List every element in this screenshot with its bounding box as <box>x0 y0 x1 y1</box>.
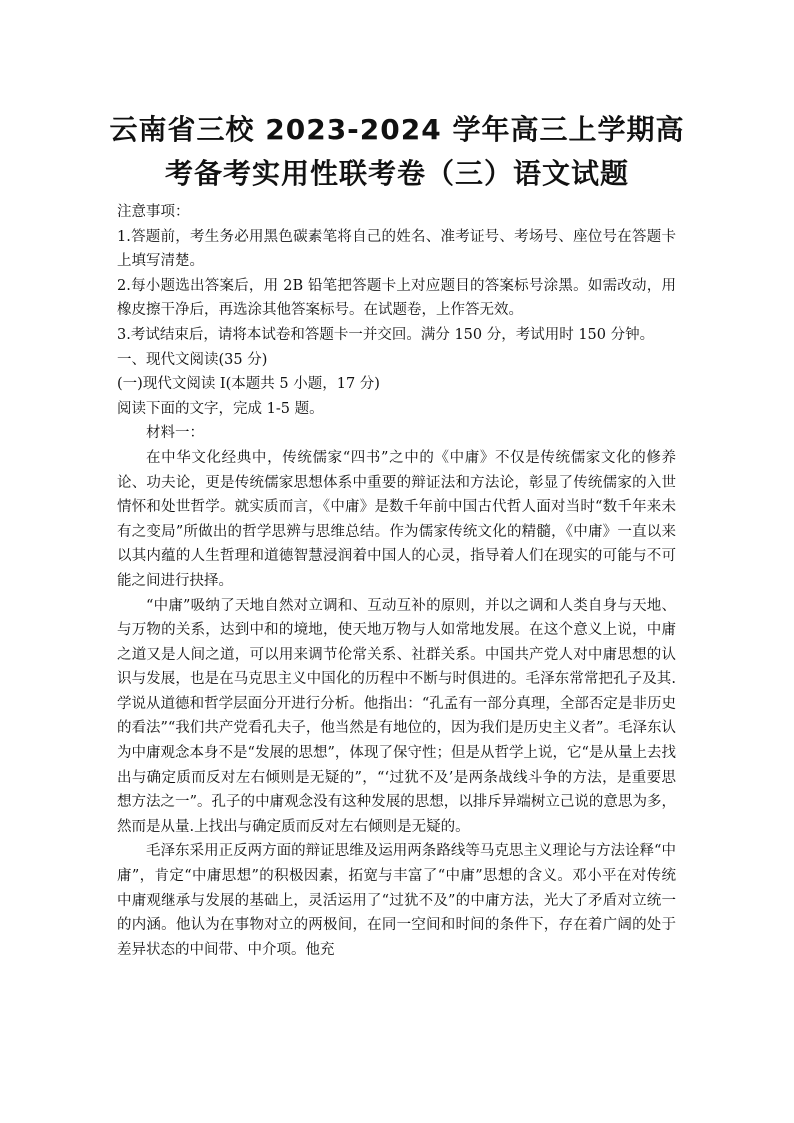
page-title <box>100 108 694 196</box>
paragraph-2: “中庸”吸纳了天地自然对立调和、互动互补的原则，并以之调和人类自身与天地、与万物的关系，达到中和的境地，使天地万物与人如常地发展。在这个意义上说，中庸之道又是人间之道，可以用来调节伦常关系、社群关系。中国共产党人对中庸思想的认识与发展，也是在马克思主义中国化的历程中不断与时俱进的。毛泽东常常把孔子及其.学说从道德和哲学层面分开进行分析。他指出：“孔孟有一部分真理，全部否定是非历史的看法”“我们共产党看孔夫子，他当然是有地位的，因为我们是历史主义者”。毛泽东认为中庸观念本身不是“发展的思想”，体现了保守性；但是从哲学上说，它“是从量上去找出与确定质而反对左右倾则是无疑的”，“‘过犹不及’是两条战线斗争的方法，是重要思想方法之一”。孔子的中庸观念没有这种发展的思想，以排斥异端树立己说的意思为多，然而是从量.上找出与确定质而反对左右倾则是无疑的。 <box>117 597 676 835</box>
notice-item-3: 3.考试结束后，请将本试卷和答题卡一并交回。满分 150 分，考试用时 150 分钟。 <box>117 326 655 343</box>
material-label: 材料一： <box>146 425 204 442</box>
notice-item-2: 2.每小题选出答案后，用 2B 铅笔把答题卡上对应题目的答案标号涂黑。如需改动，用橡皮擦干净后，再选涂其他答案标号。在试题卷，上作答无效。 <box>117 277 676 319</box>
notice-item-1: 1.答题前，考生务必用黑色碳素笔将自己的姓名、准考证号、考场号、座位号在答题卡上填写清楚。 <box>117 228 676 270</box>
paragraph-1: 在中华文化经典中，传统儒家“四书”之中的《中庸》不仅是传统儒家文化的修养论、功夫论，更是传统儒家思想体系中重要的辩证法和方法论，彰显了传统儒家的入世情怀和处世哲学。就实质而言，《中庸》是数千年前中国古代哲人面对当时“数千年来未有之变局”所做出的哲学思辨与思维总结。作为儒家传统文化的精髓，《中庸》一直以来以其内蕴的人生哲理和道德智慧浸润着中国人的心灵，指导着人们在现实的可能与不可能之间进行抉择。 <box>117 449 676 589</box>
notice-heading: 注意事项： <box>117 204 190 220</box>
section-subheading: (一)现代文阅读 I(本题共 5 小题，17 分) <box>117 376 380 393</box>
title-line-1: 云南省三校 2023-2024 学年高三上学期高 <box>109 113 685 146</box>
document-body <box>117 200 676 962</box>
section-heading: 一、现代文阅读(35 分) <box>117 351 268 368</box>
paragraph-3: 毛泽东采用正反两方面的辩证思维及运用两条路线等马克思主义理论与方法诠释“中庸”，肯定“中庸思想”的积极因素，拓宽与丰富了“中庸”思想的含义。邓小平在对传统中庸观继承与发展的基础上，灵活运用了“过犹不及”的中庸方法，光大了矛盾对立统一的内涵。他认为在事物对立的两极间，在同一空间和时间的条件下，存在着广阔的处于差异状态的中间带、中介项。他充 <box>117 843 676 958</box>
reading-instruction: 阅读下面的文字，完成 1-5 题。 <box>117 400 324 417</box>
title-line-2: 考备考实用性联考卷（三）语文试题 <box>164 157 629 190</box>
